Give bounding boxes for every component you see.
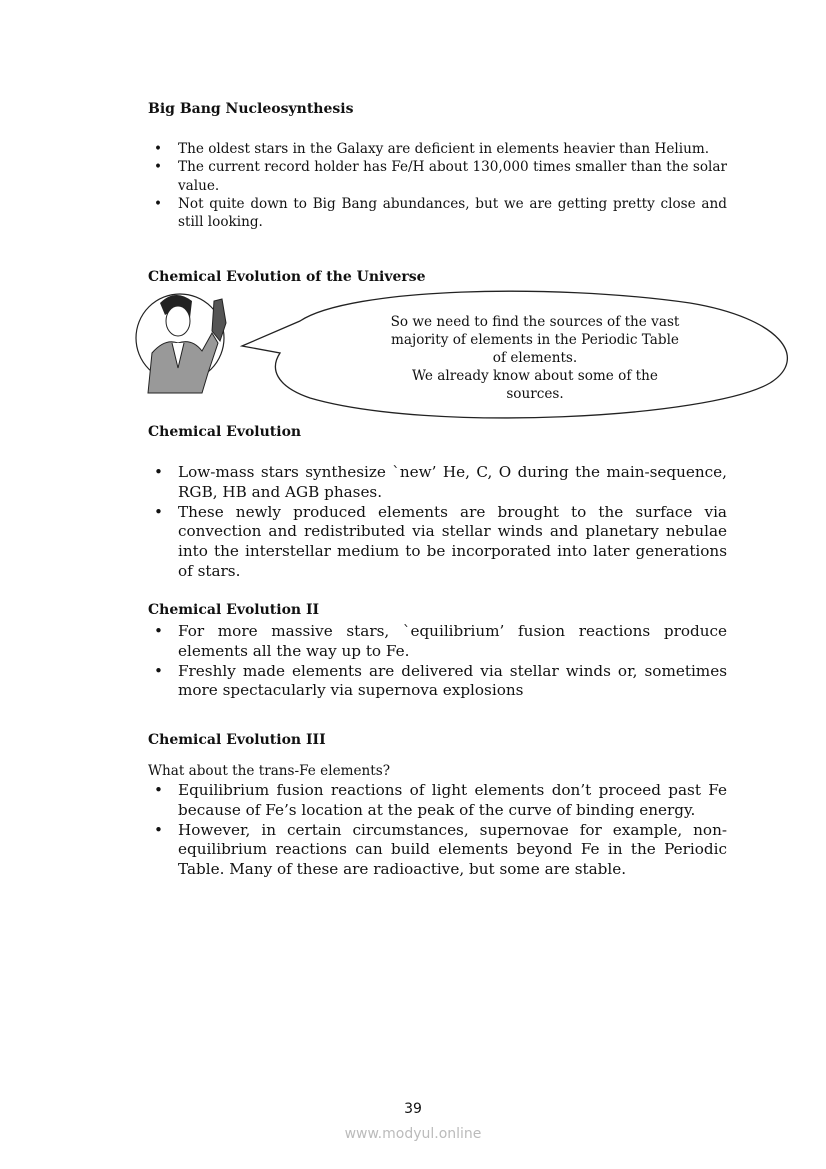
speech-line: sources. <box>506 386 564 402</box>
list-item: • Freshly made elements are delivered via stellar winds or, sometimes more spectacularly via supernova explosions <box>148 662 727 702</box>
list-item: • However, in certain circumstances, supernovae for example, non-equilibrium reactions can build elements beyond Fe in the Periodic Table. Many of these are radioactive, but some are stable. <box>148 821 727 880</box>
list-item: • Equilibrium fusion reactions of light elements don’t proceed past Fe because of Fe’s location at the peak of the curve of binding energy. <box>148 781 727 821</box>
heading-chem-evo: Chemical Evolution <box>148 424 302 440</box>
bullet-list-chem-evo <box>148 463 727 582</box>
heading-chem-evo-2: Chemical Evolution II <box>148 602 320 618</box>
bullet-list-chem-evo-3 <box>148 781 727 880</box>
list-item: • For more massive stars, `equilibrium’ fusion reactions produce elements all the way up to Fe. <box>148 622 727 662</box>
bullet-list-big-bang <box>148 140 727 231</box>
list-item: • The current record holder has Fe/H about 130,000 times smaller than the solar value. <box>148 158 727 195</box>
speech-line: majority of elements in the Periodic Table <box>391 332 679 348</box>
list-item: • These newly produced elements are brought to the surface via convection and redistributed via stellar winds and planetary nebulae into the interstellar medium to be incorporated into later generations of stars. <box>148 503 727 582</box>
heading-chem-evo-universe: Chemical Evolution of the Universe <box>148 269 426 285</box>
page-number: 39 <box>404 1101 422 1117</box>
teacher-icon <box>136 294 226 393</box>
speech-line: of elements. <box>492 350 578 366</box>
heading-big-bang: Big Bang Nucleosynthesis <box>148 101 354 117</box>
heading-chem-evo-3: Chemical Evolution III <box>148 732 326 748</box>
watermark: www.modyul.online <box>344 1126 482 1142</box>
speech-line: We already know about some of the <box>412 368 658 384</box>
speech-bubble-text <box>360 313 710 403</box>
list-item: • The oldest stars in the Galaxy are deficient in elements heavier than Helium. <box>148 140 727 158</box>
list-item: • Not quite down to Big Bang abundances, but we are getting pretty close and still looking. <box>148 195 727 232</box>
list-item: • Low-mass stars synthesize `new’ He, C, O during the main-sequence, RGB, HB and AGB phases. <box>148 463 727 503</box>
speech-line: So we need to find the sources of the vast <box>390 314 680 330</box>
bullet-list-chem-evo-2 <box>148 622 727 701</box>
intro-text: What about the trans-Fe elements? <box>148 763 391 779</box>
